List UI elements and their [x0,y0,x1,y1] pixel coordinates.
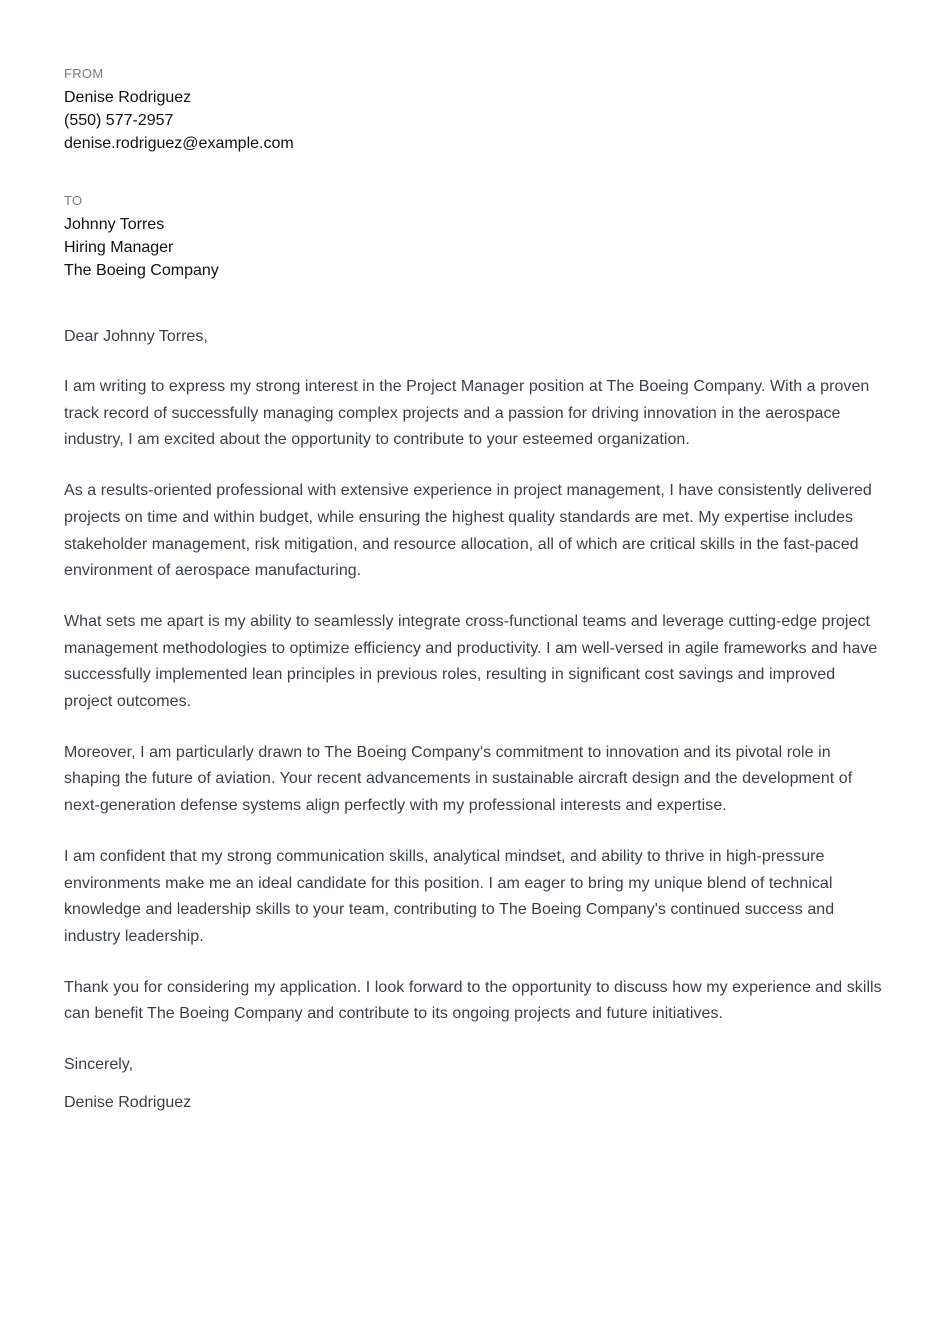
letter-paragraph: Moreover, I am particularly drawn to The Boeing Company's commitment to innovation and its pivotal role in shaping the future of aviation. Your recent advancements in sustainable aircraft design and the development of next-generation defense systems align perfectly with my professional interests and expertise. [64,743,853,815]
sender-block [64,66,888,155]
letter-paragraph: I am confident that my strong communication skills, analytical mindset, and ability to thrive in high-pressure environments make me an ideal candidate for this position. I am eager to bring my unique blend of technical knowledge and leadership skills to your team, contributing to The Boeing Company's continued success and industry leadership. [64,847,835,945]
sender-phone: (550) 577-2957 [64,112,174,129]
letter-paragraph: As a results-oriented professional with extensive experience in project management, I have consistently delivered projects on time and within budget, while ensuring the highest quality standards are met. My expertise includes stakeholder management, risk mitigation, and resource allocation, all of which are critical skills in the fast-paced environment of aerospace manufacturing. [64,482,872,580]
recipient-company: The Boeing Company [64,262,219,279]
recipient-title: Hiring Manager [64,239,174,256]
recipient-name: Johnny Torres [64,216,165,233]
letter-paragraph: Thank you for considering my application. I look forward to the opportunity to discuss how my experience and skills can benefit The Boeing Company and contribute to its ongoing projects and future initiatives. [64,978,882,1023]
letter-body [64,374,888,1028]
from-label: FROM [64,66,104,81]
sender-name: Denise Rodriguez [64,89,192,106]
salutation: Dear Johnny Torres, [64,328,208,345]
sender-email: denise.rodriguez@example.com [64,135,294,152]
recipient-block [64,193,888,282]
to-label: TO [64,193,83,208]
letter-paragraph: I am writing to express my strong interest in the Project Manager position at The Boeing Company. With a proven track record of successfully managing complex projects and a passion for driving innovation in the aerospace industry, I am excited about the opportunity to contribute to your esteemed organization. [64,378,870,449]
letter-paragraph: What sets me apart is my ability to seamlessly integrate cross-functional teams and leverage cutting-edge project management methodologies to optimize efficiency and productivity. I am well-versed in agile frameworks and have successfully implemented lean principles in previous roles, resulting in significant cost savings and improved project outcomes. [64,612,878,711]
signature-name: Denise Rodriguez [64,1094,192,1112]
closing: Sincerely, [64,1056,134,1074]
